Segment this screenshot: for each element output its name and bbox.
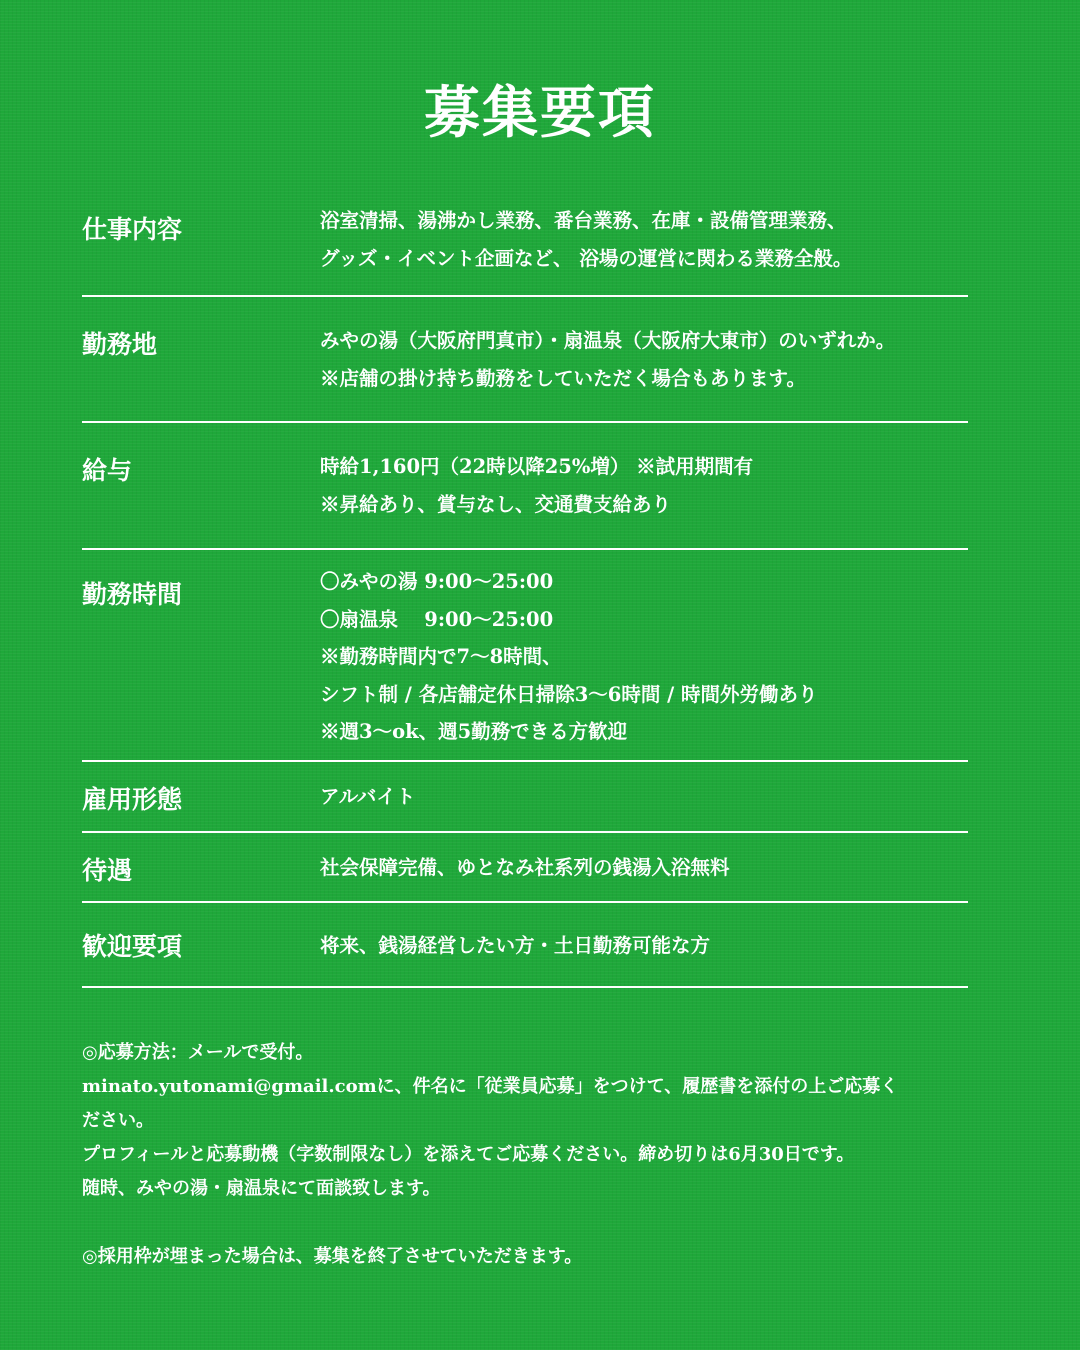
row-label: 待遇 (82, 856, 133, 885)
row-content (320, 322, 980, 397)
content-line: 社会保障完備、ゆとなみ社系列の銭湯入浴無料 (320, 856, 730, 879)
row-label: 歓迎要項 (82, 932, 183, 961)
row-content (320, 448, 980, 523)
row-content (320, 563, 980, 751)
apply-instruction: プロフィールと応募動機（字数制限なし）を添えてご応募ください。締め切りは6月30日です。 (82, 1144, 855, 1165)
content-line: 時給1,160円（22時以降25%増） ※試用期間有 (320, 455, 754, 478)
row-content (320, 849, 980, 887)
row-job-description (82, 202, 968, 282)
row-working-hours (82, 563, 968, 753)
row-content (320, 778, 980, 816)
divider (82, 986, 968, 988)
divider (82, 760, 968, 762)
content-line: ※昇給あり、賞与なし、交通費支給あり (320, 492, 672, 516)
divider (82, 901, 968, 903)
divider (82, 831, 968, 833)
content-line: アルバイト (320, 785, 416, 808)
divider (82, 548, 968, 550)
row-content (320, 927, 980, 965)
row-employment-type (82, 778, 968, 818)
row-label: 雇用形態 (82, 785, 183, 814)
content-line: 浴室清掃、湯沸かし業務、番台業務、在庫・設備管理業務、 (320, 209, 847, 232)
content-line: ※店舗の掛け持ち勤務をしていただく場合もあります。 (320, 366, 806, 390)
content-line: ※週3〜ok、週5勤務できる方歓迎 (320, 720, 628, 743)
content-line: 〇みやの湯 9:00〜25:00 (320, 570, 554, 593)
apply-instruction: 随時、みやの湯・扇温泉にて面談致します。 (82, 1178, 441, 1199)
divider (82, 421, 968, 423)
spacer (82, 1206, 982, 1240)
divider (82, 295, 968, 297)
application-notes (82, 1036, 982, 1274)
row-label: 勤務地 (82, 330, 158, 359)
content-line: シフト制 / 各店舗定休日掃除3〜6時間 / 時間外労働あり (320, 682, 818, 706)
content-line: 将来、銭湯経営したい方・土日勤務可能な方 (320, 934, 711, 957)
content-line: グッズ・イベント企画など、 浴場の運営に関わる業務全般。 (320, 246, 853, 270)
row-salary (82, 448, 968, 528)
apply-instruction: minato.yutonami@gmail.comに、件名に「従業員応募」をつけて、履歴書を添付の上ご応募く (82, 1076, 899, 1097)
content-line: ※勤務時間内で7〜8時間、 (320, 645, 562, 668)
row-content (320, 202, 980, 277)
apply-heading: ◎応募方法：メールで受付。 (82, 1042, 314, 1063)
content-line: みやの湯（大阪府門真市）・扇温泉（大阪府大東市）のいずれか。 (320, 329, 896, 352)
row-label: 仕事内容 (82, 215, 183, 244)
row-label: 給与 (82, 456, 133, 485)
page-title: 募集要項 (424, 80, 656, 146)
apply-instruction: ださい。 (82, 1110, 154, 1131)
row-welcome-requirements (82, 927, 968, 967)
row-label: 勤務時間 (82, 580, 183, 609)
row-benefits (82, 849, 968, 889)
closing-note: ◎採用枠が埋まった場合は、募集を終了させていただきます。 (82, 1246, 583, 1267)
row-work-location (82, 322, 968, 402)
content-line: 〇扇温泉 9:00〜25:00 (320, 607, 554, 631)
